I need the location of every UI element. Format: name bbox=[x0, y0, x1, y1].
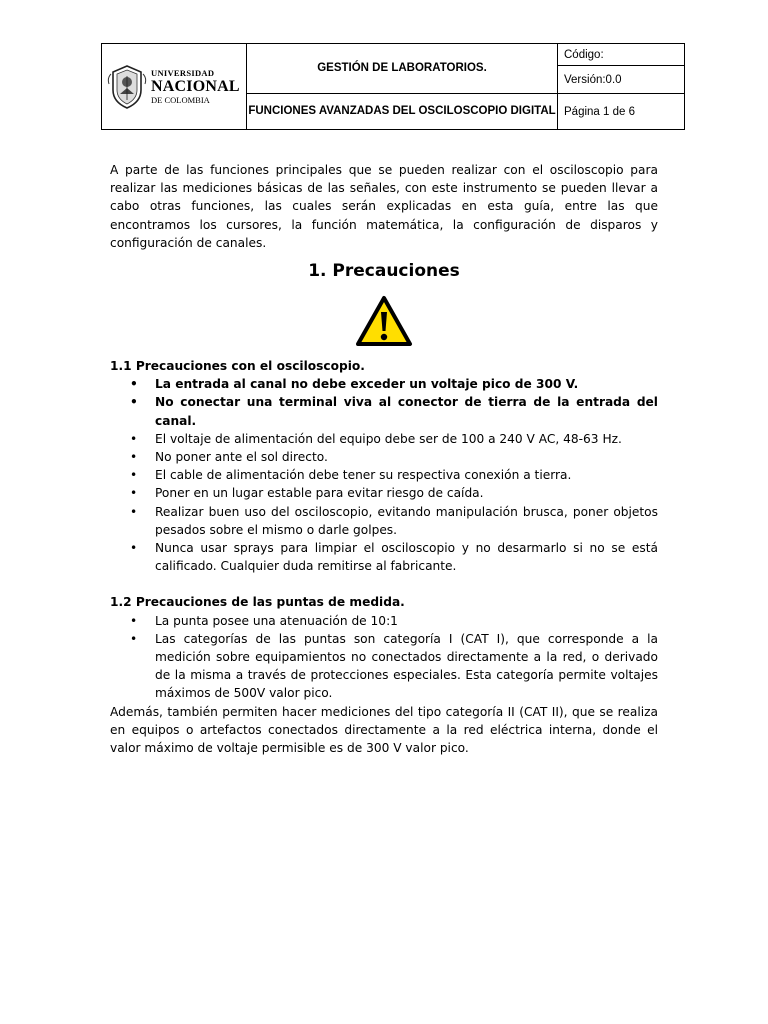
precautions-list bbox=[110, 375, 658, 575]
subsection-2-heading: 1.2 Precauciones de las puntas de medida. bbox=[110, 595, 405, 610]
list-item: • Poner en un lugar estable para evitar riesgo de caída. bbox=[130, 486, 484, 501]
logo-line-1: UNIVERSIDAD bbox=[151, 68, 215, 78]
list-item: • Nunca usar sprays para limpiar el osciloscopio y no desarmarlo si no se está calificado. Cualquier duda remitirse al fabricante. bbox=[130, 541, 658, 574]
list-item: • La entrada al canal no debe exceder un voltaje pico de 300 V. bbox=[130, 377, 579, 392]
university-logo bbox=[102, 44, 246, 129]
logo-cell bbox=[102, 44, 247, 130]
header-title: GESTIÓN DE LABORATORIOS. bbox=[247, 44, 558, 94]
probe-precautions-list bbox=[110, 612, 658, 703]
list-item: • El voltaje de alimentación del equipo debe ser de 100 a 240 V AC, 48-63 Hz. bbox=[130, 431, 622, 446]
intro-paragraph: A parte de las funciones principales que se pueden realizar con el osciloscopio para realizar las mediciones básicas de las señales, con este instrumento se pueden llevar a cabo otras funciones, las cuales serán explicadas en esta guía, entre las que encontramos los cursores, la función matemática, la configuración de disparos y configuración de canales. bbox=[110, 163, 658, 250]
university-seal-icon bbox=[107, 64, 147, 110]
list-item: • El cable de alimentación debe tener su respectiva conexión a tierra. bbox=[130, 468, 572, 483]
warning-block bbox=[110, 295, 658, 351]
list-item: • La punta posee una atenuación de 10:1 bbox=[130, 613, 398, 628]
header-subtitle: FUNCIONES AVANZADAS DEL OSCILOSCOPIO DIGITAL bbox=[247, 94, 558, 130]
logo-line-2: NACIONAL bbox=[151, 77, 240, 95]
version-field: Versión:0.0 bbox=[558, 66, 685, 94]
list-item: • No conectar una terminal viva al conector de tierra de la entrada del canal. bbox=[130, 395, 658, 428]
document-header bbox=[101, 43, 685, 130]
code-field: Código: bbox=[558, 44, 685, 66]
page-number: Página 1 de 6 bbox=[558, 94, 685, 130]
logo-line-3: DE COLOMBIA bbox=[151, 94, 210, 105]
section-heading: 1. Precauciones bbox=[308, 261, 460, 282]
subsection-1-heading: 1.1 Precauciones con el osciloscopio. bbox=[110, 359, 365, 374]
list-item: • No poner ante el sol directo. bbox=[130, 450, 328, 465]
list-item: • Realizar buen uso del osciloscopio, evitando manipulación brusca, poner objetos pesados sobre el mismo o darle golpes. bbox=[130, 504, 658, 537]
document-body bbox=[110, 161, 658, 757]
closing-paragraph: Además, también permiten hacer mediciones del tipo categoría II (CAT II), que se realiza en equipos o artefactos conectados directamente a la red eléctrica interna, donde el valor máximo de voltaje permisible es de 300 V valor pico. bbox=[110, 704, 658, 756]
warning-triangle-icon bbox=[355, 295, 413, 347]
list-item: • Las categorías de las puntas son categoría I (CAT I), que corresponde a la medición sobre equipamientos no conectados directamente a la red, o derivado de la misma a través de protecciones especiales. Esta categoría permite voltajes máximos de 500V valor pico. bbox=[130, 631, 658, 701]
